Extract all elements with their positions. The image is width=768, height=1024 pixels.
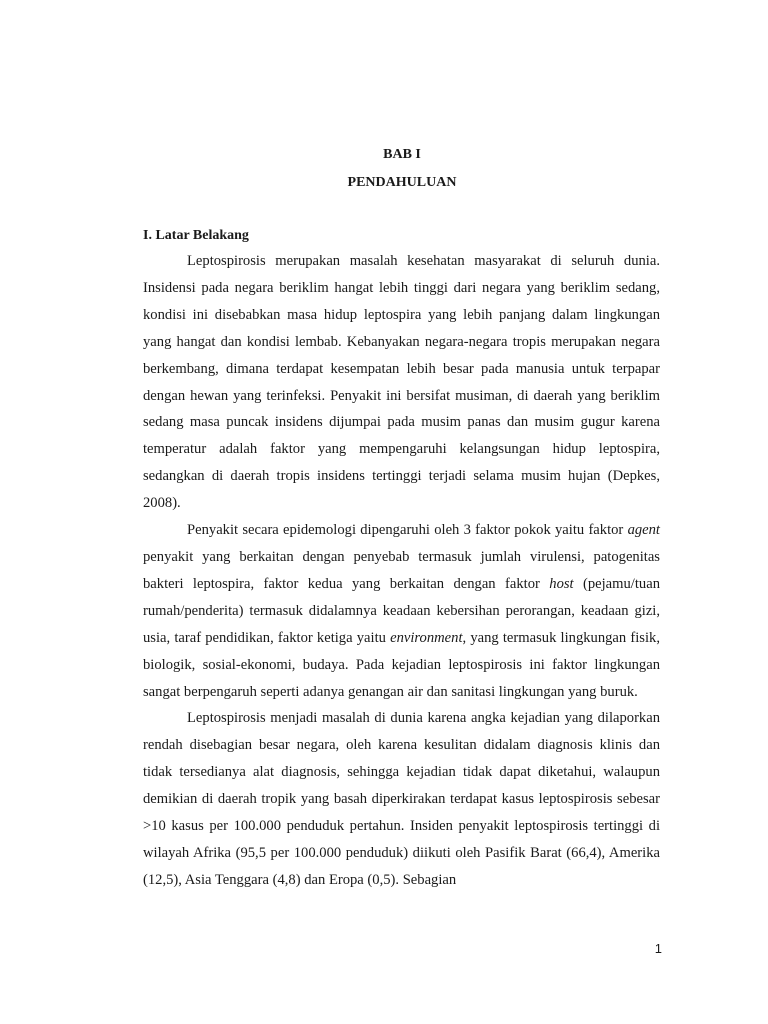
paragraph-2 [143,517,660,705]
page-number: 1 [654,941,662,956]
paragraph-2-text-2: penyakit yang berkaitan dengan penyebab termasuk jumlah virulensi, patogenitas bakteri leptospira, faktor kedua yang berkaitan dengan faktor [143,548,660,592]
term-environment: environment [390,629,463,646]
chapter-number: BAB I [383,147,421,162]
chapter-title: PENDAHULUAN [347,175,457,190]
body-text [143,248,660,894]
paragraph-2-text-4: , yang termasuk lingkungan fisik, biologik, sosial-ekonomi, budaya. Pada kejadian leptospirosis ini faktor lingkungan sangat berpengaruh seperti adanya genangan air dan sanitasi lingkungan yang buruk. [143,629,660,700]
paragraph-1: Leptospirosis merupakan masalah kesehatan masyarakat di seluruh dunia. Insidensi pada negara beriklim hangat lebih tinggi dari negara yang beriklim sedang, kondisi ini disebabkan masa hidup leptospira yang lebih panjang dalam lingkungan yang hangat dan kondisi lembab. Kebanyakan negara-negara tropis merupakan negara berkembang, dimana terdapat kesempatan lebih besar pada manusia untuk terpapar dengan hewan yang terinfeksi. Penyakit ini bersifat musiman, di daerah yang beriklim sedang masa puncak insidens dijumpai pada musim panas dan musim gugur karena temperatur adalah faktor yang mempengaruhi kelangsungan hidup leptospira, sedangkan di daerah tropis insidens tertinggi terjadi selama musim hujan (Depkes, 2008). [143,253,660,512]
section-heading: I. Latar Belakang [143,228,249,243]
paragraph-2-text-1: Penyakit secara epidemologi dipengaruhi oleh 3 faktor pokok yaitu faktor [187,522,628,539]
paragraph-2-text-3: (pejamu/tuan rumah/penderita) termasuk didalamnya keadaan kebersihan perorangan, keadaan gizi, usia, taraf pendidikan, faktor ketiga yaitu [143,575,660,646]
paragraph-3: Leptospirosis menjadi masalah di dunia karena angka kejadian yang dilaporkan rendah disebagian besar negara, oleh karena kesulitan didalam diagnosis klinis dan tidak tersedianya alat diagnosis, sehingga kejadian tidak dapat diketahui, walaupun demikian di daerah tropik yang basah diperkirakan terdapat kasus leptospirosis sebesar >10 kasus per 100.000 penduduk pertahun. Insiden penyakit leptospirosis tertinggi di wilayah Afrika (95,5 per 100.000 penduduk) diikuti oleh Pasifik Barat (66,4), Amerika (12,5), Asia Tenggara (4,8) dan Eropa (0,5). Sebagian [143,710,660,888]
term-host: host [549,575,574,592]
term-agent: agent [627,522,660,539]
